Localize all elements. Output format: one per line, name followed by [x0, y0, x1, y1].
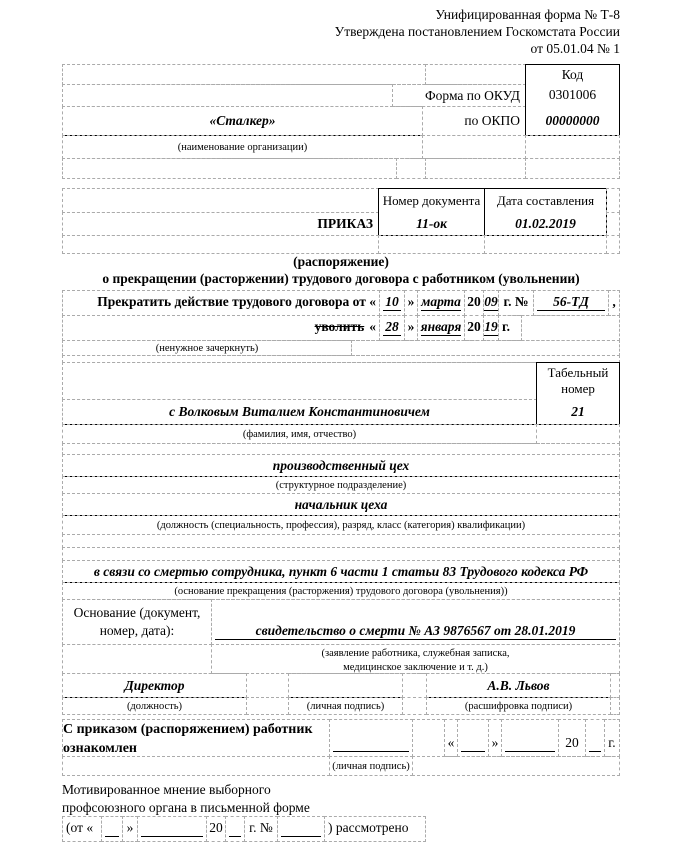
department-caption-row	[62, 476, 620, 494]
signature-name-caption: (расшифровка подписи)	[426, 697, 611, 715]
empty-cell	[606, 235, 620, 254]
empty-cell	[62, 64, 426, 85]
century-prefix: 20	[464, 315, 484, 341]
empty-cell	[610, 673, 620, 698]
position-caption: (должность (специальность, профессия), разряд, класс (категория) квалификации)	[62, 515, 620, 535]
position-row	[62, 493, 620, 516]
union-day-field[interactable]	[101, 816, 123, 842]
empty-cell	[378, 235, 485, 254]
crossout-caption: (ненужное зачеркнуть)	[62, 340, 352, 356]
order-date-header: Дата составления	[484, 188, 607, 213]
codes-row-okud	[62, 84, 620, 107]
empty-cell	[396, 158, 426, 179]
terminate-year-field[interactable]	[483, 290, 499, 316]
fire-label-cell	[62, 315, 380, 341]
reason-caption-row	[62, 582, 620, 600]
position-field[interactable]: начальник цеха	[62, 493, 620, 516]
fire-year-value: 19	[484, 319, 498, 334]
approval-line: Утверждена постановлением Госкомстата России	[334, 24, 620, 39]
century-prefix: 20	[464, 290, 484, 316]
union-number-field[interactable]	[277, 816, 325, 842]
year-suffix: г.	[604, 719, 620, 757]
contract-number-value: 56-ТД	[537, 293, 605, 311]
ack-year-field[interactable]	[585, 719, 605, 757]
quote-open: «	[444, 719, 458, 757]
form-body	[62, 64, 620, 842]
empty-cell	[525, 135, 620, 159]
department-caption: (структурное подразделение)	[62, 476, 620, 494]
union-opinion-line-1: Мотивированное мнение выборного	[62, 782, 271, 797]
position-caption-row	[62, 515, 620, 535]
basis-caption-row	[62, 644, 620, 674]
basis-document-value: свидетельство о смерти № АЗ 9876567 от 28.01.2019	[215, 622, 616, 640]
empty-cell	[62, 362, 537, 400]
ack-month-field[interactable]	[501, 719, 559, 757]
termination-reason-field[interactable]: в связи со смертью сотрудника, пункт 6 части 1 статьи 83 Трудового кодекса РФ	[62, 560, 620, 583]
codes-row-1	[62, 64, 620, 85]
terminate-row-1	[62, 290, 620, 316]
empty-cell	[536, 424, 620, 444]
employee-name-row	[62, 399, 620, 425]
department-row	[62, 454, 620, 477]
year-suffix: г.	[498, 315, 522, 341]
ack-signature-blank	[333, 735, 409, 752]
union-opinion-block	[62, 781, 620, 816]
empty-cell	[62, 756, 330, 776]
okud-value[interactable]: 0301006	[525, 84, 620, 107]
fire-month-field[interactable]	[417, 315, 465, 341]
order-header-row	[62, 188, 620, 213]
fire-day-value: 28	[383, 318, 401, 336]
spacer-row	[62, 534, 620, 548]
okpo-label: по ОКПО	[422, 106, 526, 136]
terminate-month-field[interactable]	[417, 290, 465, 316]
empty-cell	[62, 644, 212, 674]
fire-day-field[interactable]	[379, 315, 405, 341]
empty-cell	[62, 84, 393, 107]
union-year-blank	[229, 820, 241, 837]
order-title: ПРИКАЗ	[62, 212, 379, 236]
empty-cell	[484, 235, 607, 254]
empty-cell	[62, 235, 379, 254]
reason-caption: (основание прекращения (расторжения) трудового договора (увольнения))	[62, 582, 620, 600]
organization-name-caption: (наименование организации)	[62, 135, 423, 159]
organization-name-field[interactable]: «Сталкер»	[62, 106, 423, 136]
order-empty-row	[62, 235, 620, 254]
union-date-row	[62, 816, 434, 842]
order-date-value[interactable]: 01.02.2019	[484, 212, 607, 236]
order-subtitle-1: (распоряжение)	[293, 254, 389, 269]
century-prefix: 20	[206, 816, 226, 842]
form-code-line: Унифицированная форма № Т-8	[435, 7, 620, 22]
terminate-year-value: 09	[484, 294, 498, 309]
basis-label: Основание (документ, номер, дата):	[62, 599, 212, 645]
ack-year-blank	[589, 735, 601, 752]
tab-number-value[interactable]: 21	[536, 399, 620, 425]
empty-cell	[62, 534, 620, 548]
personal-signature-caption: (личная подпись)	[288, 697, 403, 715]
union-from-label: (от «	[62, 816, 102, 842]
codes-row-empty	[62, 158, 620, 179]
empty-cell	[610, 697, 620, 715]
union-opinion-line-2: профсоюзного органа в письменной форме	[62, 799, 310, 815]
quote-close: »	[488, 719, 502, 757]
empty-cell	[62, 547, 620, 561]
ack-caption-row	[62, 756, 620, 776]
empty-cell	[62, 158, 397, 179]
empty-cell	[525, 158, 620, 179]
employee-name-caption: (фамилия, имя, отчество)	[62, 424, 537, 444]
terminate-day-value: 10	[383, 293, 401, 311]
ack-month-blank	[505, 735, 555, 752]
tab-number-header: Табельный номер	[536, 362, 620, 400]
terminate-month-value: марта	[421, 294, 461, 309]
basis-caption-line-2: медицинское заключение и т. д.)	[343, 661, 488, 673]
acknowledgment-label: С приказом (распоряжением) работник ознакомлен	[62, 719, 330, 757]
ack-day-field[interactable]	[457, 719, 489, 757]
okud-label: Форма по ОКУД	[392, 84, 526, 107]
union-month-blank	[141, 820, 203, 837]
terminate-line-label: Прекратить действие трудового договора от «	[62, 290, 380, 316]
quote-open: «	[369, 319, 376, 334]
quote-close: »	[404, 315, 418, 341]
union-month-field[interactable]	[137, 816, 207, 842]
empty-cell	[402, 673, 427, 698]
basis-row	[62, 599, 620, 645]
position-sign-caption: (должность)	[62, 697, 247, 715]
union-number-blank	[281, 820, 321, 837]
ack-signature-caption: (личная подпись)	[329, 756, 413, 776]
union-reviewed-label: ) рассмотрено	[324, 816, 426, 842]
order-subtitle-2: о прекращении (расторжении) трудового договора с работником (увольнении)	[102, 271, 580, 286]
form-approval-header	[62, 6, 620, 57]
crossout-caption-row	[62, 340, 620, 356]
g-no-label: г. №	[498, 290, 534, 316]
union-year-field[interactable]	[225, 816, 245, 842]
empty-cell	[402, 697, 427, 715]
tab-number-header-row	[62, 362, 620, 400]
basis-document-field[interactable]	[211, 599, 620, 645]
comma-mark: ,	[608, 290, 620, 316]
empty-cell	[422, 135, 526, 159]
g-no-label: г. №	[244, 816, 278, 842]
ack-day-blank	[461, 735, 485, 752]
fire-label: уволить	[314, 319, 365, 334]
fire-month-value: января	[420, 319, 462, 334]
personal-signature-field[interactable]	[288, 673, 403, 698]
codes-row-org	[62, 106, 620, 136]
contract-number-field[interactable]	[533, 290, 609, 316]
empty-cell	[606, 212, 620, 236]
employee-name-field[interactable]: с Волковым Виталием Константиновичем	[62, 399, 537, 425]
acknowledgment-row	[62, 719, 620, 757]
terminate-row-2	[62, 315, 620, 341]
order-number-header: Номер документа	[378, 188, 485, 213]
empty-cell	[351, 340, 620, 356]
head-position-field[interactable]: Директор	[62, 673, 247, 698]
empty-cell	[62, 188, 379, 213]
empty-cell	[412, 756, 620, 776]
reason-row	[62, 560, 620, 583]
signature-row	[62, 673, 620, 698]
terminate-day-field[interactable]	[379, 290, 405, 316]
empty-cell	[246, 673, 289, 698]
basis-caption	[211, 644, 620, 674]
empty-cell	[606, 188, 620, 213]
basis-caption-line-1: (заявление работника, служебная записка,	[321, 648, 510, 659]
ack-signature-field[interactable]	[329, 719, 413, 757]
union-day-blank	[105, 820, 119, 837]
empty-cell	[246, 697, 289, 715]
century-prefix: 20	[558, 719, 586, 757]
empty-cell	[425, 158, 526, 179]
approval-date-line: от 05.01.04 № 1	[530, 41, 620, 56]
empty-cell	[412, 719, 445, 757]
signature-caption-row	[62, 697, 620, 715]
employee-name-caption-row	[62, 424, 620, 444]
empty-cell	[521, 315, 620, 341]
spacer-row	[62, 547, 620, 561]
empty-cell	[425, 64, 526, 85]
codes-row-caption	[62, 135, 620, 159]
fire-year-field[interactable]	[483, 315, 499, 341]
order-number-value[interactable]: 11-ок	[378, 212, 485, 236]
quote-close: »	[404, 290, 418, 316]
okpo-value[interactable]: 00000000	[525, 106, 620, 136]
quote-close: »	[122, 816, 138, 842]
code-column-header: Код	[525, 64, 620, 85]
department-field[interactable]: производственный цех	[62, 454, 620, 477]
signature-name-field[interactable]: А.В. Львов	[426, 673, 611, 698]
order-values-row	[62, 212, 620, 236]
